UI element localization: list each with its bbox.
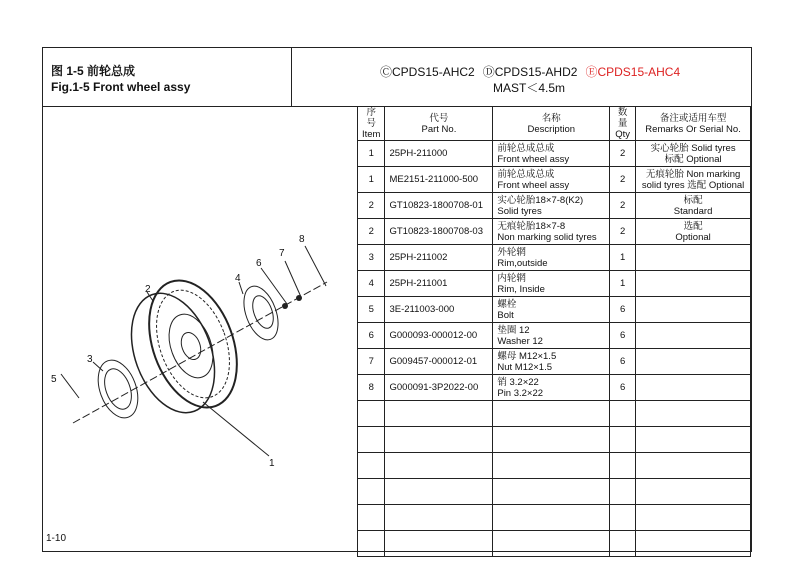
header-en: Remarks Or Serial No. [645,123,741,135]
desc-cn: 实心轮胎18×7-8(K2) [497,194,584,206]
description-cell [493,193,610,219]
model-0 [380,65,475,79]
description-cell [493,297,610,323]
item-cell: 7 [358,349,385,375]
model-name: CPDS15-AHC2 [392,65,475,79]
item-cell: 5 [358,297,385,323]
qty-cell: 1 [610,245,636,271]
desc-en: Non marking solid tyres [497,231,597,243]
desc-cn: 垫圈 12 [497,324,530,336]
callout-7: 7 [279,248,285,259]
page-header [43,48,751,107]
desc-cn: 前轮总成总成 [497,142,555,154]
desc-cn: 螺栓 [497,298,517,310]
qty-cell: 2 [610,167,636,193]
desc-en: Pin 3.2×22 [497,387,544,399]
callout-2: 2 [145,284,151,295]
header-en: Qty [615,129,631,140]
desc-en: Washer 12 [497,335,543,347]
remarks-cell [636,167,751,193]
table-row [358,219,751,245]
model-2 [585,65,680,79]
desc-cn: 销 3.2×22 [497,376,539,388]
table-row [358,375,751,401]
mast-note: MAST＜4.5m [493,81,566,95]
wheel-drawing [43,106,357,552]
part-no-cell: 25PH-211002 [385,245,493,271]
model-name: CPDS15-AHC4 [597,65,681,79]
desc-en: Nut M12×1.5 [497,361,553,373]
qty-cell: 2 [610,193,636,219]
model-applicability [292,48,751,106]
table-row [358,193,751,219]
part-no-cell: G009457-000012-01 [385,349,493,375]
catalog-page [42,47,752,552]
remarks-cell [636,271,751,297]
remark-2: solid tyres 选配 Optional [641,179,745,191]
remark-1: 无痕轮胎 Non marking [645,168,741,180]
item-cell: 1 [358,167,385,193]
column-header [610,107,636,141]
model-mark: Ⓒ [380,65,393,79]
remark-1: 实心轮胎 Solid tyres [650,142,736,154]
desc-en: Front wheel assy [497,153,570,165]
remarks-cell [636,349,751,375]
desc-en: Solid tyres [497,205,542,217]
header-en: Description [527,123,576,135]
description-cell [493,141,610,167]
column-header [385,107,493,141]
description-cell [493,349,610,375]
page-number: 1-10 [46,533,67,544]
header-cn: 名称 [541,112,561,124]
remark-2: Optional [675,231,711,243]
header-en: Item [362,129,381,140]
parts-table [357,106,751,557]
description-cell [493,219,610,245]
empty-row [358,427,751,453]
item-cell: 2 [358,219,385,245]
empty-row [358,453,751,479]
item-cell: 6 [358,323,385,349]
item-cell: 8 [358,375,385,401]
model-mark: Ⓓ [482,65,495,79]
desc-cn: 螺母 M12×1.5 [497,350,557,362]
part-no-cell: GT10823-1800708-01 [385,193,493,219]
model-1 [483,65,578,79]
table-row [358,349,751,375]
description-cell [493,323,610,349]
model-name: CPDS15-AHD2 [494,65,578,79]
remark-1: 选配 [683,220,703,232]
part-no-cell: 25PH-211001 [385,271,493,297]
exploded-diagram [43,106,357,552]
description-cell [493,167,610,193]
description-cell [493,245,610,271]
part-no-cell: 25PH-211000 [385,141,493,167]
part-no-cell: ME2151-211000-500 [385,167,493,193]
remarks-cell [636,245,751,271]
qty-cell: 2 [610,141,636,167]
model-mark: Ⓔ [585,65,598,79]
remarks-cell [636,141,751,167]
header-cn: 序号 [366,107,376,129]
remarks-cell [636,297,751,323]
desc-cn: 前轮总成总成 [497,168,555,180]
table-header-row [358,107,751,141]
empty-row [358,531,751,557]
qty-cell: 1 [610,271,636,297]
description-cell [493,375,610,401]
callout-6: 6 [256,258,262,269]
desc-cn: 内轮辋 [497,272,526,284]
header-cn: 数量 [617,107,628,129]
callout-8: 8 [299,234,305,245]
item-cell: 2 [358,193,385,219]
remarks-cell [636,375,751,401]
empty-row [358,401,751,427]
model-list [380,63,688,80]
figure-title-cn: 图 1-5 前轮总成 [51,64,136,78]
empty-row [358,505,751,531]
table-row [358,323,751,349]
desc-en: Front wheel assy [497,179,570,191]
remark-2: 标配 Optional [664,153,722,165]
figure-title [43,48,292,106]
column-header [493,107,610,141]
table-row [358,141,751,167]
table-row [358,167,751,193]
empty-row [358,479,751,505]
callout-3: 3 [87,354,93,365]
column-header [636,107,751,141]
remark-1: 标配 [683,194,703,206]
callout-4: 4 [235,273,241,284]
qty-cell: 6 [610,375,636,401]
desc-cn: 外轮辋 [497,246,526,258]
callout-1: 1 [269,458,275,469]
callout-5: 5 [51,374,57,385]
header-en: Part No. [421,123,457,135]
qty-cell: 6 [610,323,636,349]
column-header [358,107,385,141]
item-cell: 4 [358,271,385,297]
desc-en: Bolt [497,309,514,321]
part-no-cell: G000093-000012-00 [385,323,493,349]
part-no-cell: 3E-211003-000 [385,297,493,323]
remarks-cell [636,193,751,219]
table-row [358,271,751,297]
remarks-cell [636,219,751,245]
table-row [358,245,751,271]
qty-cell: 6 [610,297,636,323]
remarks-cell [636,323,751,349]
header-cn: 备注或适用车型 [659,112,727,124]
item-cell: 3 [358,245,385,271]
description-cell [493,271,610,297]
remark-2: Standard [673,205,713,217]
desc-en: Rim, Inside [497,283,545,295]
figure-title-en: Fig.1-5 Front wheel assy [51,80,191,94]
header-cn: 代号 [429,112,449,124]
qty-cell: 6 [610,349,636,375]
desc-cn: 无痕轮胎18×7-8 [497,220,566,232]
table-row [358,297,751,323]
item-cell: 1 [358,141,385,167]
desc-en: Rim,outside [497,257,548,269]
part-no-cell: GT10823-1800708-03 [385,219,493,245]
part-no-cell: G000091-3P2022-00 [385,375,493,401]
qty-cell: 2 [610,219,636,245]
